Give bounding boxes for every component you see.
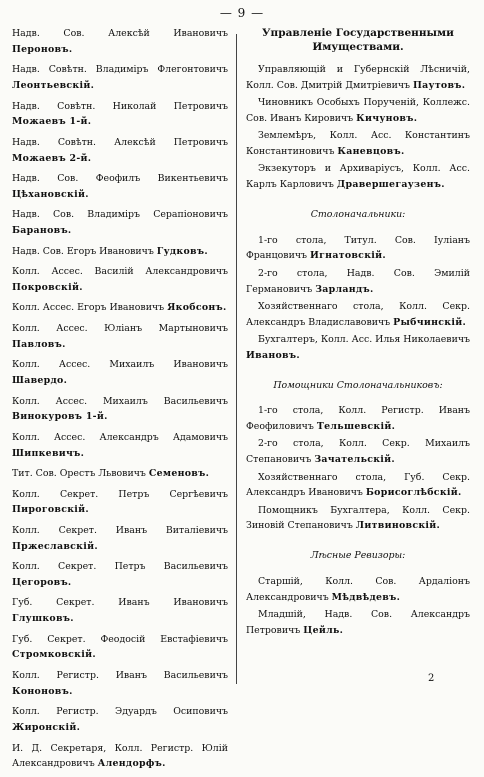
entry-rank-name: 1-го стола, Колл. Регистр. Иванъ Феофиловичъ: [246, 405, 470, 433]
personnel-entry: [12, 668, 228, 700]
page-number: — 9 —: [219, 6, 265, 20]
personnel-entry: [12, 741, 228, 773]
entry-rank-name: Колл. Секрет. Петръ Васильевичъ: [12, 561, 228, 573]
entry-surname: Паутовъ.: [412, 79, 466, 91]
entry-rank-name: Хозяйственнаго стола, Колл. Секр. Александръ Владиславовичъ: [246, 300, 470, 328]
entry-surname: Гудковъ.: [156, 245, 208, 257]
entry-rank-name: Надв. Сов. Алексѣй Ивановичъ: [12, 28, 228, 39]
entry-rank-name: Тит. Сов. Орестъ Львовичъ: [12, 468, 149, 480]
entry-surname: Глушковъ.: [12, 613, 74, 625]
subheading-assistants: Помощники Столоначальниковъ:: [273, 379, 443, 391]
entry-surname: Пероновъ.: [12, 43, 73, 55]
personnel-entry: [12, 321, 228, 353]
personnel-entry: [12, 300, 228, 316]
entry-surname: Каневцовъ.: [337, 145, 405, 157]
entry-rank-name: Надв. Сов. Владимiръ Серапiоновичъ: [12, 209, 228, 221]
entry-surname: Шипкевичъ.: [12, 447, 85, 459]
entry-rank-name: Колл. Регистр. Иванъ Васильевичъ: [12, 669, 228, 681]
subheading-forest-auditors: Лѣсные Ревизоры:: [310, 550, 406, 562]
personnel-entry: [12, 595, 228, 627]
entry-surname: Кононовъ.: [12, 685, 73, 697]
entry-rank-name: Помощникъ Бухгалтера, Колл. Секр. Зиновiй Степановичъ: [246, 504, 470, 532]
entry-surname: Жиронскiй.: [12, 722, 81, 734]
entry-surname: Цейль.: [303, 624, 344, 636]
entry-rank-name: 1-го стола, Титул. Сов. Iулiанъ Францовичъ: [246, 234, 470, 262]
personnel-entry: [246, 470, 470, 502]
entry-surname: Семеновъ.: [148, 468, 210, 480]
entry-surname: Зачательскiй.: [314, 454, 395, 466]
personnel-entry: [12, 264, 228, 296]
entry-surname: Мѣдвѣдевъ.: [331, 591, 401, 603]
entry-rank-name: Губ. Секрет. Феодосiй Евстафiевичъ: [12, 633, 228, 645]
entry-surname: Зарландъ.: [315, 283, 374, 295]
entry-rank-name: Колл. Ассес. Егоръ Ивановичъ: [12, 302, 168, 314]
entry-rank-name: Надв. Сов. Феофилъ Викентьевичъ: [12, 173, 228, 185]
personnel-entry: [12, 632, 228, 664]
left-column: [12, 26, 228, 777]
entry-rank-name: Надв. Совѣтн. Владимiръ Флегонтовичъ: [12, 64, 228, 76]
right-column: [246, 26, 470, 640]
personnel-entry: [246, 95, 470, 127]
personnel-entry: [12, 466, 228, 482]
entry-surname: Винокуровъ 1-й.: [12, 411, 108, 423]
personnel-entry: [12, 244, 228, 260]
entry-rank-name: Колл. Ассес. Александръ Адамовичъ: [12, 431, 228, 443]
entry-rank-name: Надв. Сов. Егоръ Ивановичъ: [12, 245, 157, 257]
personnel-entry: [246, 574, 470, 606]
personnel-entry: [246, 503, 470, 535]
personnel-entry: [12, 99, 228, 131]
entry-rank-name: Колл. Ассес. Михаилъ Васильевичъ: [12, 395, 228, 407]
entry-rank-name: Колл. Секрет. Петръ Сергѣевичъ: [12, 488, 228, 500]
entry-rank-name: Управляющiй и Губернскiй Лѣсничiй, Колл. Сов. Дмитрiй Дмитрiевичъ: [246, 64, 470, 91]
entry-rank-name: Младшiй, Надв. Сов. Александръ Петровичъ: [246, 609, 470, 636]
personnel-entry: [12, 135, 228, 167]
entry-surname: Алендорфъ.: [97, 758, 166, 770]
entry-surname: Тельшевскiй.: [316, 421, 396, 433]
entry-rank-name: Надв. Совѣтн. Алексѣй Петровичъ: [12, 136, 228, 148]
entry-rank-name: Колл. Ассес. Юлiанъ Мартыновичъ: [12, 322, 228, 334]
entry-rank-name: Колл. Ассес. Василiй Александровичъ: [12, 266, 228, 278]
personnel-entry: [246, 128, 470, 160]
personnel-entry: [246, 62, 470, 94]
entry-surname: Литвиновскiй.: [355, 520, 441, 532]
entry-rank-name: Чиновникъ Особыхъ Порученiй, Коллежс. Сов. Иванъ Кировичъ: [246, 97, 470, 124]
personnel-entry: [12, 171, 228, 203]
personnel-entry: [246, 233, 470, 265]
personnel-entry: [246, 299, 470, 331]
entry-surname: Павловъ.: [12, 338, 66, 350]
entry-surname: Можаевъ 1-й.: [12, 116, 92, 128]
entry-rank-name: Губ. Секрет. Иванъ Ивановичъ: [12, 597, 228, 609]
entry-surname: Игнатовскiй.: [309, 250, 386, 262]
personnel-entry: [12, 357, 228, 389]
entry-surname: Шавердо.: [12, 375, 68, 387]
entry-surname: Покровскiй.: [12, 281, 83, 293]
entry-surname: Якобсонъ.: [167, 302, 227, 314]
personnel-entry: [12, 62, 228, 94]
entry-rank-name: Колл. Регистр. Эдуардъ Осиповичъ: [12, 706, 228, 718]
personnel-entry: [12, 207, 228, 239]
entry-surname: Можаевъ 2-й.: [12, 152, 92, 164]
signature-mark: 2: [428, 673, 435, 684]
personnel-entry: [246, 332, 470, 364]
personnel-entry: [12, 704, 228, 736]
personnel-entry: [12, 487, 228, 519]
section-title: Управленiе Государственными Имуществами.: [262, 27, 454, 53]
entry-rank-name: Землемѣръ, Колл. Асс. Константинъ Константиновичъ: [246, 130, 470, 157]
personnel-entry: [12, 523, 228, 555]
entry-rank-name: Колл. Ассес. Михаилъ Ивановичъ: [12, 359, 228, 371]
entry-surname: Барановъ.: [12, 225, 72, 237]
personnel-entry: [12, 394, 228, 426]
entry-rank-name: 2-го стола, Колл. Секр. Михаилъ Степановичъ: [246, 438, 470, 466]
entry-surname: Дравершегаузенъ.: [336, 179, 445, 191]
personnel-entry: [246, 607, 470, 639]
subheading-department-heads: Столоначальники:: [310, 208, 406, 220]
personnel-entry: [246, 436, 470, 468]
entry-surname: Леонтьевскiй.: [12, 80, 95, 92]
personnel-entry: [12, 559, 228, 591]
personnel-entry: [246, 403, 470, 435]
personnel-entry: [246, 161, 470, 193]
personnel-entry: [12, 26, 228, 58]
entry-surname: Ивановъ.: [246, 349, 300, 361]
entry-surname: Стромковскiй.: [12, 649, 96, 661]
column-divider: [236, 34, 237, 684]
entry-rank-name: Экзекуторъ и Архиварiусъ, Колл. Асс. Карлъ Карловичъ: [246, 163, 470, 191]
personnel-entry: [246, 266, 470, 298]
entry-surname: Рыбчинскiй.: [393, 316, 467, 328]
entry-rank-name: Старшiй, Колл. Сов. Ардалiонъ Александровичъ: [246, 576, 470, 603]
entry-surname: Цегоровъ.: [12, 576, 72, 588]
entry-rank-name: Надв. Совѣтн. Николай Петровичъ: [12, 100, 228, 112]
entry-rank-name: Бухгалтеръ, Колл. Асс. Илья Николаевичъ: [258, 333, 470, 345]
entry-surname: Цѣхановскiй.: [12, 188, 89, 200]
entry-rank-name: Колл. Секрет. Иванъ Виталiевичъ: [12, 524, 228, 536]
entry-surname: Кичуновъ.: [356, 112, 418, 124]
personnel-entry: [12, 430, 228, 462]
entry-rank-name: Хозяйственнаго стола, Губ. Секр. Александръ Ивановичъ: [246, 471, 470, 499]
entry-surname: Пржеславскiй.: [12, 540, 98, 552]
entry-rank-name: И. Д. Секретаря, Колл. Регистр. Юлiй Александровичъ: [12, 742, 228, 770]
entry-surname: Пироговскiй.: [12, 504, 89, 516]
entry-rank-name: 2-го стола, Надв. Сов. Эмилiй Германовичъ: [246, 267, 470, 295]
entry-surname: Борисоглѣбскiй.: [365, 487, 462, 499]
